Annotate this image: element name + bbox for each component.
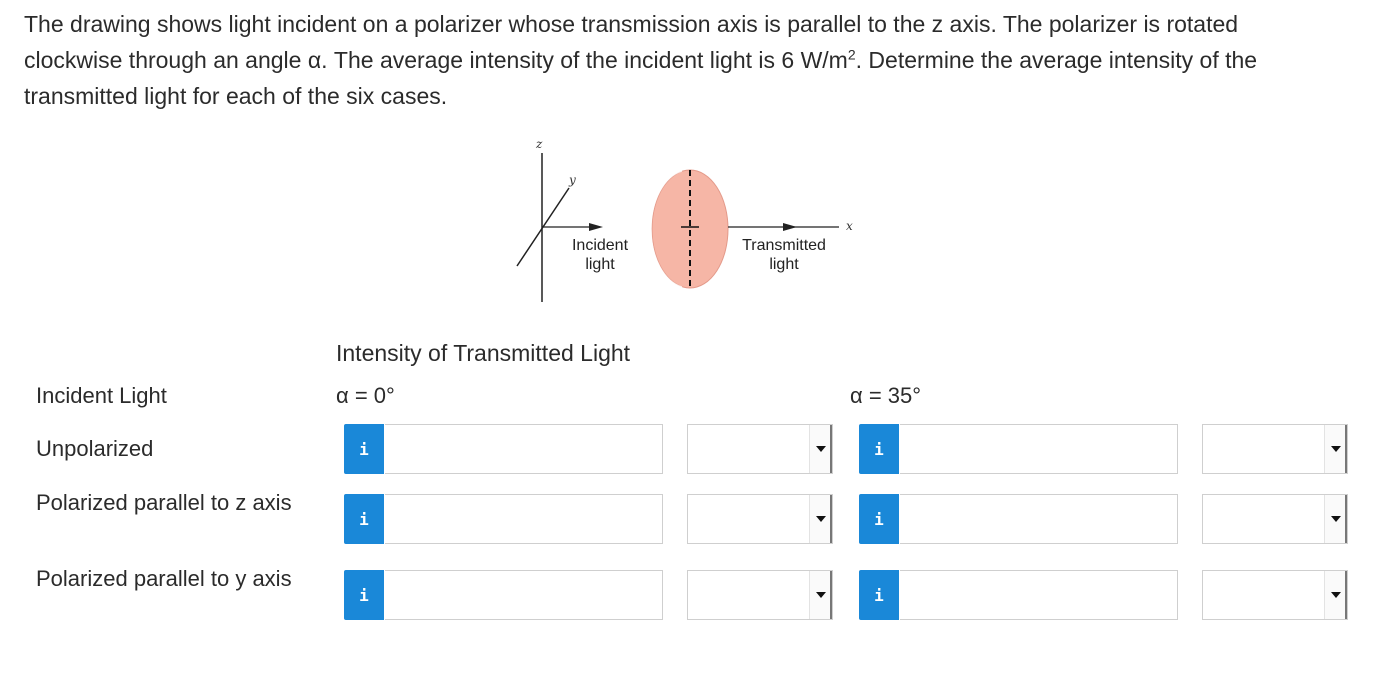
axis-y-label: y bbox=[569, 173, 576, 187]
incident-light-label: Incident light bbox=[571, 237, 629, 273]
intensity-input-unpolarized-alpha-35[interactable] bbox=[900, 424, 1178, 474]
incident-arrow bbox=[589, 223, 603, 231]
column-header-incident: Incident Light bbox=[36, 383, 167, 408]
row-label-unpolarized: Unpolarized bbox=[36, 436, 154, 461]
intensity-input-unpolarized-alpha-0[interactable] bbox=[385, 424, 663, 474]
unit-select-polarized-y-alpha-35[interactable] bbox=[1202, 570, 1348, 620]
chevron-down-icon bbox=[1331, 592, 1341, 598]
dropdown-arrow-box[interactable] bbox=[1324, 495, 1347, 543]
question-text bbox=[24, 6, 1364, 114]
dropdown-arrow-box[interactable] bbox=[809, 571, 832, 619]
chevron-down-icon bbox=[816, 516, 826, 522]
question-line-3: transmitted light for each of the six cases. bbox=[24, 83, 448, 109]
transmitted-arrow bbox=[783, 223, 797, 231]
unit-select-polarized-z-alpha-0[interactable] bbox=[687, 494, 833, 544]
dropdown-arrow-box[interactable] bbox=[1324, 425, 1347, 473]
axis-z-label: z bbox=[536, 137, 543, 151]
intensity-input-polarized-z-alpha-0[interactable] bbox=[385, 494, 663, 544]
info-icon-button[interactable]: i bbox=[344, 424, 384, 474]
row-label-polarized-z: Polarized parallel to z axis bbox=[36, 490, 292, 515]
transmitted-light-label: Transmitted light bbox=[742, 237, 826, 273]
info-icon-button[interactable]: i bbox=[344, 570, 384, 620]
info-icon-button[interactable]: i bbox=[859, 494, 899, 544]
dropdown-arrow-box[interactable] bbox=[809, 495, 832, 543]
column-header-alpha-0: α = 0° bbox=[336, 383, 395, 408]
chevron-down-icon bbox=[816, 592, 826, 598]
question-superscript: 2 bbox=[847, 46, 856, 63]
intensity-input-polarized-z-alpha-35[interactable] bbox=[900, 494, 1178, 544]
question-line-1: The drawing shows light incident on a polarizer whose transmission axis is parallel to the z axis. The polarizer is rotated bbox=[24, 11, 1239, 37]
info-icon-button[interactable]: i bbox=[859, 570, 899, 620]
column-header-alpha-35: α = 35° bbox=[850, 383, 922, 408]
table-title: Intensity of Transmitted Light bbox=[336, 340, 631, 366]
unit-select-unpolarized-alpha-35[interactable] bbox=[1202, 424, 1348, 474]
intensity-input-polarized-y-alpha-35[interactable] bbox=[900, 570, 1178, 620]
row-label-polarized-y: Polarized parallel to y axis bbox=[36, 566, 292, 591]
info-icon-button[interactable]: i bbox=[344, 494, 384, 544]
unit-select-polarized-z-alpha-35[interactable] bbox=[1202, 494, 1348, 544]
unit-select-polarized-y-alpha-0[interactable] bbox=[687, 570, 833, 620]
question-line-2a: clockwise through an angle α. The average intensity of the incident light is 6 W/m bbox=[24, 47, 848, 73]
polarizer-diagram bbox=[505, 135, 865, 310]
unit-select-unpolarized-alpha-0[interactable] bbox=[687, 424, 833, 474]
info-icon-button[interactable]: i bbox=[859, 424, 899, 474]
intensity-input-polarized-y-alpha-0[interactable] bbox=[385, 570, 663, 620]
chevron-down-icon bbox=[1331, 446, 1341, 452]
polarizer-figure bbox=[505, 135, 865, 310]
dropdown-arrow-box[interactable] bbox=[809, 425, 832, 473]
dropdown-arrow-box[interactable] bbox=[1324, 571, 1347, 619]
chevron-down-icon bbox=[1331, 516, 1341, 522]
axis-x-label: x bbox=[846, 219, 853, 233]
question-line-2b: . Determine the average intensity of the bbox=[855, 47, 1258, 73]
chevron-down-icon bbox=[816, 446, 826, 452]
